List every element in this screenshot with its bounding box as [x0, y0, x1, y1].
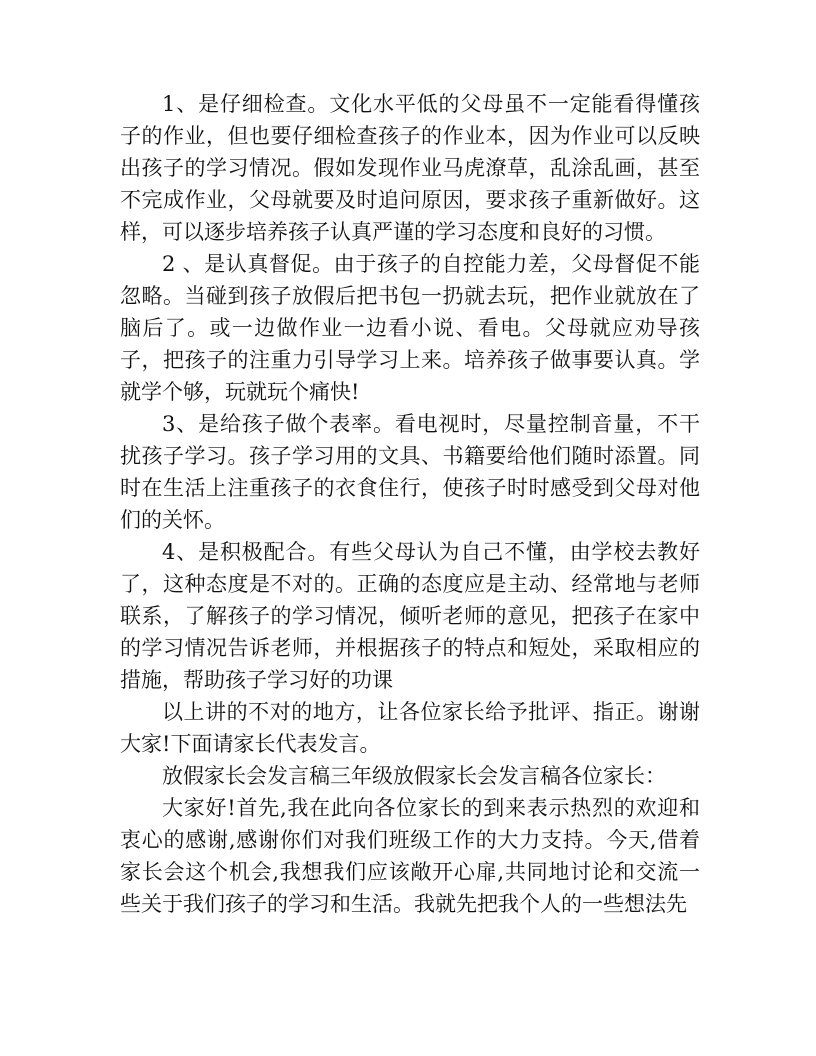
document-body — [120, 88, 700, 920]
paragraph-check-homework: 1、是仔细检查。文化水平低的父母虽不一定能看得懂孩子的作业，但也要仔细检查孩子的作业本，因为作业可以反映出孩子的学习情况。假如发现作业马虎潦草，乱涂乱画，甚至不完成作业，父母就要及时追问原因，要求孩子重新做好。这样，可以逐步培养孩子认真严谨的学习态度和良好的习惯。 — [120, 92, 700, 244]
paragraph-greeting: 大家好!首先,我在此向各位家长的到来表示热烈的欢迎和衷心的感谢,感谢你们对我们班级工作的大力支持。今天,借着家长会这个机会,我想我们应该敞开心扉,共同地讨论和交流一些关于我们孩子的学习和生活。我就先把我个人的一些想法先 — [120, 796, 700, 916]
paragraph-role-model: 3、是给孩子做个表率。看电视时，尽量控制音量，不干扰孩子学习。孩子学习用的文具、书籍要给他们随时添置。同时在生活上注重孩子的衣食住行，使孩子时时感受到父母对他们的关怀。 — [120, 412, 700, 532]
paragraph-speech-heading: 放假家长会发言稿三年级放假家长会发言稿各位家长： — [162, 764, 666, 788]
paragraph-supervise: 2 、是认真督促。由于孩子的自控能力差，父母督促不能忽略。当碰到孩子放假后把书包一扔就去玩，把作业就放在了脑后了。或一边做作业一边看小说、看电。父母就应劝导孩子，把孩子的注重力引导学习上来。培养孩子做事要认真。学就学个够，玩就玩个痛快! — [120, 252, 700, 404]
paragraph-cooperate: 4、是积极配合。有些父母认为自己不懂，由学校去教好了，这种态度是不对的。正确的态度应是主动、经常地与老师联系，了解孩子的学习情况，倾听老师的意见，把孩子在家中的学习情况告诉老师，并根据孩子的特点和短处，采取相应的措施，帮助孩子学习好的功课 — [120, 540, 700, 692]
paragraph-closing-thanks: 以上讲的不对的地方，让各位家长给予批评、指正。谢谢大家!下面请家长代表发言。 — [120, 700, 700, 756]
